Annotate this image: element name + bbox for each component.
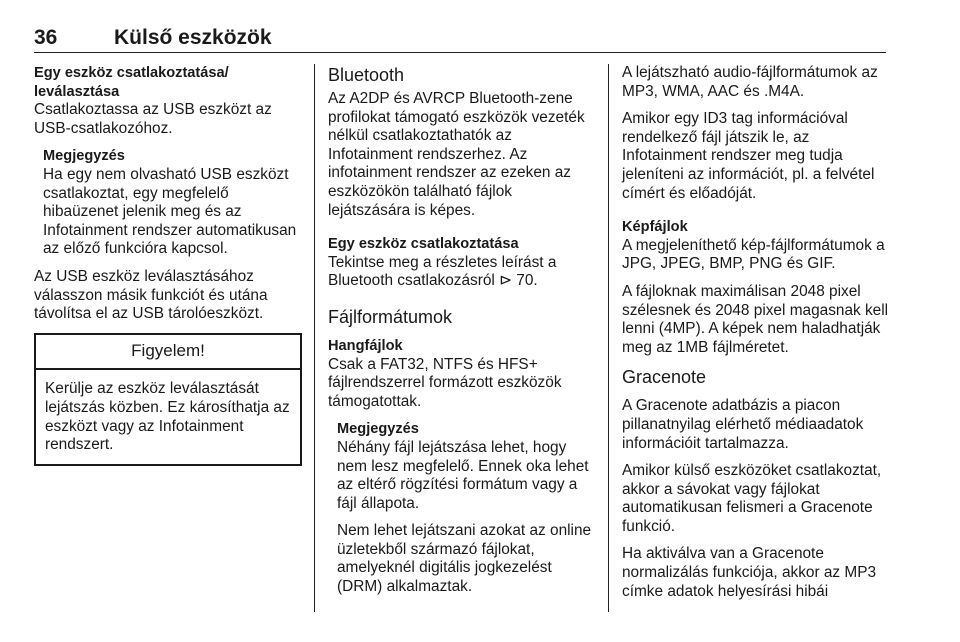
paragraph: Ha aktiválva van a Gracenote normalizálás funkciója, akkor az MP3 címke adatok helyesírási hibái bbox=[622, 545, 877, 600]
paragraph: Csatlakoztassa az USB eszközt az USB-csatlakozóhoz. bbox=[34, 101, 272, 137]
paragraph: A Gracenote adatbázis a piacon pillanatnyilag elérhető médiaadatok információit tartalmazza. bbox=[622, 397, 864, 452]
paragraph: A lejátszható audio-fájlformátumok az MP3, WMA, AAC és .M4A. bbox=[622, 64, 878, 100]
note-block bbox=[43, 147, 302, 259]
section-title-gracenote: Gracenote bbox=[622, 367, 707, 388]
column-divider bbox=[608, 64, 609, 612]
subheading-audio-files: Hangfájlok bbox=[328, 337, 403, 354]
section-heading-connect-disconnect: Egy eszköz csatlakoztatása/ leválasztása bbox=[34, 65, 229, 100]
column-left bbox=[34, 64, 302, 466]
subheading-image-files: Képfájlok bbox=[622, 219, 688, 236]
paragraph: Az USB eszköz leválasztásához válasszon másik funkciót és utána távolítsa el az USB tárolóeszközt. bbox=[34, 267, 268, 323]
note-text: Néhány fájl lejátszása lehet, hogy nem lesz megfelelő. Ennek oka lehet az eltérő rögzítési formátum vagy a fájl állapota. bbox=[337, 438, 589, 512]
section-title-file-formats: Fájlformátumok bbox=[328, 306, 453, 327]
column-right bbox=[622, 64, 890, 610]
subheading-connect-device: Egy eszköz csatlakoztatása bbox=[328, 236, 519, 253]
column-divider bbox=[314, 64, 315, 612]
note-text: Nem lehet lejátszani azokat az online üzletekből származó fájlokat, amelyeknél digitális jogkezelést (DRM) alkalmaztak. bbox=[337, 522, 592, 596]
note-heading: Megjegyzés bbox=[43, 148, 125, 165]
column-middle bbox=[328, 64, 596, 606]
paragraph: Amikor külső eszközöket csatlakoztat, akkor a sávokat vagy fájlokat automatikusan felismeri a Gracenote funkció. bbox=[622, 462, 882, 535]
page-title: Külső eszközök bbox=[114, 26, 272, 49]
warning-box bbox=[34, 333, 302, 466]
paragraph: Amikor egy ID3 tag információval rendelkező fájl játszik le, az Infotainment rendszer meg tudja jeleníteni az információt, pl. a felvétel címért és előadóját. bbox=[622, 110, 875, 202]
page-number: 36 bbox=[34, 26, 58, 49]
note-block bbox=[337, 420, 596, 596]
note-text: Ha egy nem olvasható USB eszközt csatlakoztat, egy megfelelő hibaüzenet jelenik meg és az Infotainment rendszer automatikusan az előző funkcióra kapcsol. bbox=[43, 165, 297, 258]
warning-text: Kerülje az eszköz leválasztását lejátszás közben. Ez károsíthatja az eszközt vagy az Infotainment rendszert. bbox=[45, 380, 290, 454]
section-title-bluetooth: Bluetooth bbox=[328, 65, 405, 85]
paragraph: Az A2DP és AVRCP Bluetooth-zene profilokat támogató eszközök vezeték nélkül csatlakoztathatók az Infotainment rendszerhez. Az infotainment rendszer az ezeken az eszközökön található fájlok lejátszására is képes. bbox=[328, 90, 585, 219]
paragraph: A megjeleníthető kép-fájlformátumok a JPG, JPEG, BMP, PNG és GIF. bbox=[622, 236, 885, 273]
note-heading: Megjegyzés bbox=[337, 421, 419, 438]
page-header bbox=[34, 26, 886, 53]
paragraph: A fájloknak maximálisan 2048 pixel szélesnek és 2048 pixel magasnak kell lenni (4MP). A képek nem haladhatják meg az 1MB fájlméretet. bbox=[622, 282, 889, 356]
paragraph: Tekintse meg a részletes leírást a Bluetooth csatlakozásról ⊳ 70. bbox=[328, 253, 557, 290]
paragraph: Csak a FAT32, NTFS és HFS+ fájlrendszerrel formázott eszközök támogatottak. bbox=[328, 355, 562, 410]
warning-title: Figyelem! bbox=[36, 335, 300, 371]
